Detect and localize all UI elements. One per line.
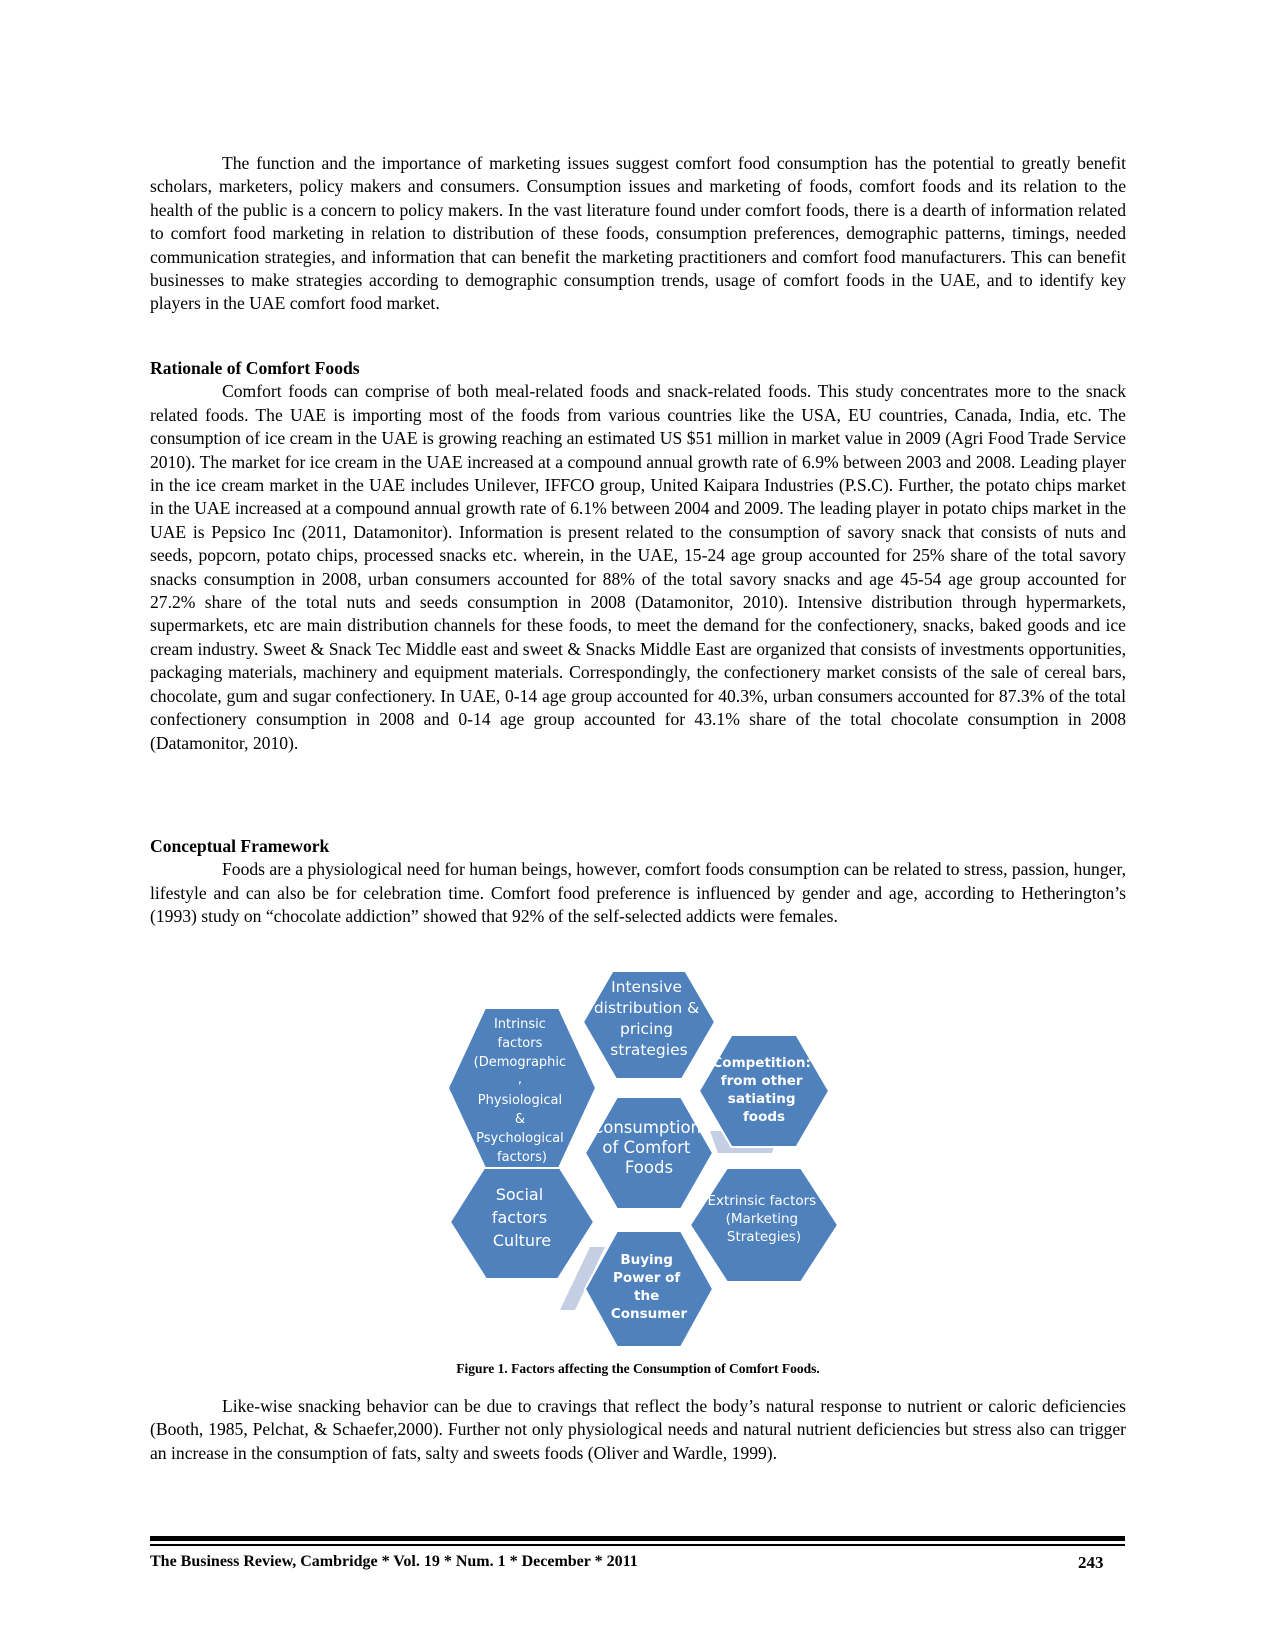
rationale-heading: Rationale of Comfort Foods — [150, 358, 360, 378]
top-line-2: distribution & — [593, 999, 700, 1017]
top-right-line-3: satiating — [727, 1091, 796, 1107]
top-left-line-2: factors — [497, 1036, 543, 1051]
after-figure-section — [150, 1395, 1126, 1465]
factors-hexagon-diagram — [430, 972, 850, 1347]
hex-bottom-left — [450, 1165, 594, 1279]
footer-page-number: 243 — [1078, 1553, 1104, 1572]
bottom-line-3: the — [634, 1288, 660, 1304]
top-right-line-1: Competition: — [712, 1055, 811, 1071]
bottom-line-2: Power of — [612, 1270, 681, 1286]
footer-rule-thick — [150, 1536, 1125, 1541]
top-line-4: strategies — [610, 1041, 688, 1059]
center-line-2: of Comfort — [602, 1138, 691, 1157]
top-line-3: pricing — [620, 1020, 674, 1038]
top-left-line-6: & — [514, 1112, 525, 1127]
top-left-line-8: factors) — [497, 1150, 547, 1165]
svg-text:Social factors Cul — [492, 1185, 552, 1250]
footer-journal-info: The Business Review, Cambridge * Vol. 19 * Num. 1 * December * 2011 — [150, 1553, 638, 1570]
intro-section — [150, 152, 1126, 316]
top-right-line-2: from other — [720, 1073, 803, 1089]
rationale-section — [150, 357, 1126, 755]
figure-caption: Figure 1. Factors affecting the Consumption of Comfort Foods. — [456, 1361, 820, 1376]
top-left-line-5: Physiological — [477, 1093, 563, 1108]
top-line-1: Intensive — [611, 978, 682, 996]
bottom-line-1: Buying — [620, 1252, 673, 1268]
bottom-right-line-2: (Marketing — [725, 1211, 799, 1227]
bottom-right-line-1: Extrinsic factors — [707, 1193, 817, 1209]
rationale-paragraph: Comfort foods can comprise of both meal-related foods and snack-related foods. This study concentrates more to the snack related foods. The UAE is importing most of the foods from various countries like the USA, EU countries, Canada, India, etc. The consumption of ice cream in the UAE is growing reaching an estimated US $51 million in market value in 2009 (Agri Food Trade Service 2010). The market for ice cream in the UAE increased at a compound annual growth rate of 6.9% between 2003 and 2008. Leading player in the ice cream market in the UAE includes Unilever, IFFCO group, United Kaipara Industries (P.S.C). Further, the potato chips market in the UAE increased at a compound annual growth rate of 6.1% between 2004 and 2009. The leading player in potato chips market in the UAE is Pepsico Inc (2011, Datamonitor). Information is present related to the consumption of savory snack that consists of nuts and seeds, popcorn, potato chips, processed snacks etc. wherein, in the UAE, 15-24 age group accounted for 25% share of the total savory snacks consumption in 2008, urban consumers accounted for 88% of the total savory snacks and age 45-54 age group accounted for 27.2% share of the total nuts and seeds consumption in 2008 (Datamonitor, 2010). Intensive distribution through hypermarkets, supermarkets, etc are main distribution channels for these foods, to meet the demand for the confectionery, snacks, baked goods and ice cream industry. Sweet & Snack Tec Middle east and sweet & Snacks Middle East are organized that consists of investments opportunities, packaging materials, machinery and equipment materials. Correspondingly, the confectionery market consists of the sale of cereal bars, chocolate, gum and sugar confectionery. In UAE, 0-14 age group accounted for 40.3%, urban consumers accounted for 87.3% of the total confectionery consumption in 2008 and 0-14 age group accounted for 43.1% share of the total chocolate consumption in 2008 (Datamonitor, 2010). — [150, 381, 1126, 753]
hex-bottom-right — [690, 1168, 838, 1282]
hex-top — [583, 972, 715, 1079]
hex-top-left — [448, 1008, 596, 1168]
concept-heading: Conceptual Framework — [150, 836, 330, 856]
hex-center — [585, 1097, 713, 1209]
bottom-line-4: Consumer — [610, 1306, 688, 1322]
concept-paragraph: Foods are a physiological need for human beings, however, comfort foods consumption can be related to stress, passion, hunger, lifestyle and can also be for celebration time. Comfort food preference is influenced by gender and age, according to Hetherington’s (1993) study on “chocolate addiction” showed that 92% of the self-selected addicts were females. — [150, 859, 1126, 927]
top-right-line-4: foods — [742, 1109, 786, 1125]
intro-paragraph: The function and the importance of marketing issues suggest comfort food consumption has the potential to greatly benefit scholars, marketers, policy makers and consumers. Consumption issues and marketing of foods, comfort foods and its relation to the health of the public is a concern to policy makers. In the vast literature found under comfort foods, there is a dearth of information related to comfort food marketing in relation to distribution of these foods, consumption preferences, demographic patterns, timings, needed communication strategies, and information that can benefit the marketing practitioners and comfort food manufacturers. This can benefit businesses to make strategies according to demographic consumption trends, usage of comfort foods in the UAE, and to identify key players in the UAE comfort food market. — [150, 153, 1126, 314]
top-left-line-3: (Demographic — [473, 1055, 567, 1070]
bottom-left-line-3: Culture — [492, 1231, 552, 1250]
bottom-right-line-3: Strategies) — [726, 1229, 802, 1245]
after-figure-paragraph: Like-wise snacking behavior can be due to cravings that reflect the body’s natural response to nutrient or caloric deficiencies (Booth, 1985, Pelchat, & Schaefer,2000). Further not only physiological needs and natural nutrient deficiencies but stress also can trigger an increase in the consumption of fats, salty and sweets foods (Oliver and Wardle, 1999). — [150, 1396, 1126, 1463]
center-line-3: Foods — [624, 1158, 674, 1177]
footer-rule-thin — [150, 1544, 1125, 1546]
top-left-line-4: , — [517, 1072, 522, 1087]
hex-top-right — [699, 1035, 829, 1147]
top-left-line-1: Intrinsic — [493, 1017, 546, 1032]
bottom-left-line-2: factors — [491, 1208, 548, 1227]
bottom-left-line-1: Social — [495, 1185, 544, 1204]
top-left-line-7: Psychological — [476, 1131, 564, 1146]
concept-section — [150, 835, 1126, 929]
center-line-1: Consumption — [591, 1118, 702, 1137]
